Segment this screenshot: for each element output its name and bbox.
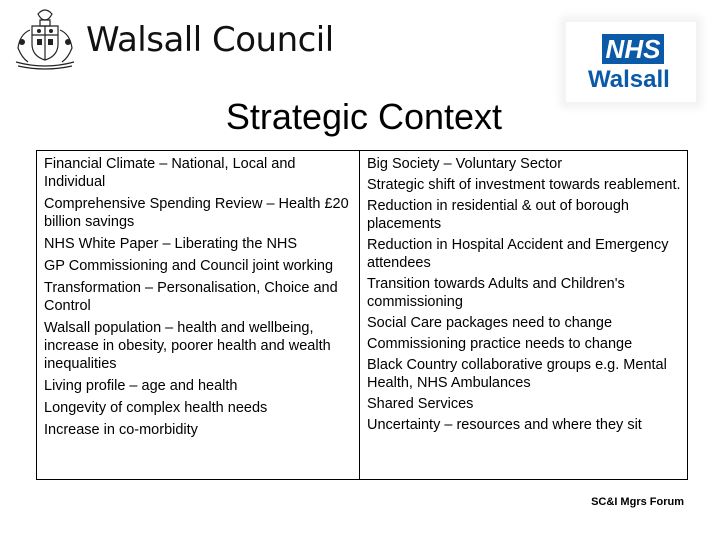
walsall-council-logo [10,6,334,70]
coat-of-arms-icon [10,6,80,70]
list-item: Financial Climate – National, Local and Individual [44,156,296,190]
list-item: Living profile – age and health [44,378,238,394]
list-item: GP Commissioning and Council joint working [44,258,334,274]
slide-title: Strategic Context [225,96,503,137]
list-item: Social Care packages need to change [367,315,613,331]
list-item: Transition towards Adults and Children's commissioning [367,276,625,310]
context-table [36,150,688,480]
list-item: Uncertainty – resources and where they sit [367,417,642,433]
nhs-badge: NHS [602,34,664,64]
list-item: Big Society – Voluntary Sector [367,156,563,172]
nhs-walsall-logo [566,22,696,102]
list-item: NHS White Paper – Liberating the NHS [44,236,298,252]
list-item: Commissioning practice needs to change [367,336,633,352]
list-item: Increase in co-morbidity [44,422,198,438]
footer-text: SC&I Mgrs Forum [591,496,684,508]
list-item: Shared Services [367,396,474,412]
list-item: Reduction in residential & out of borough placements [367,198,629,232]
right-column [367,155,682,437]
list-item: Reduction in Hospital Accident and Emergency attendees [367,237,669,271]
list-item: Transformation – Personalisation, Choice and Control [44,280,338,314]
council-name: Walsall Council [86,20,334,60]
list-item: Comprehensive Spending Review – Health £20 billion savings [44,196,349,230]
nhs-region-name: Walsall [588,66,670,93]
left-column [44,155,352,443]
list-item: Walsall population – health and wellbeing, increase in obesity, poorer health and wealth inequalities [44,320,331,372]
list-item: Longevity of complex health needs [44,400,268,416]
column-divider [359,151,360,479]
list-item: Strategic shift of investment towards reablement. [367,177,681,193]
list-item: Black Country collaborative groups e.g. Mental Health, NHS Ambulances [367,357,667,391]
